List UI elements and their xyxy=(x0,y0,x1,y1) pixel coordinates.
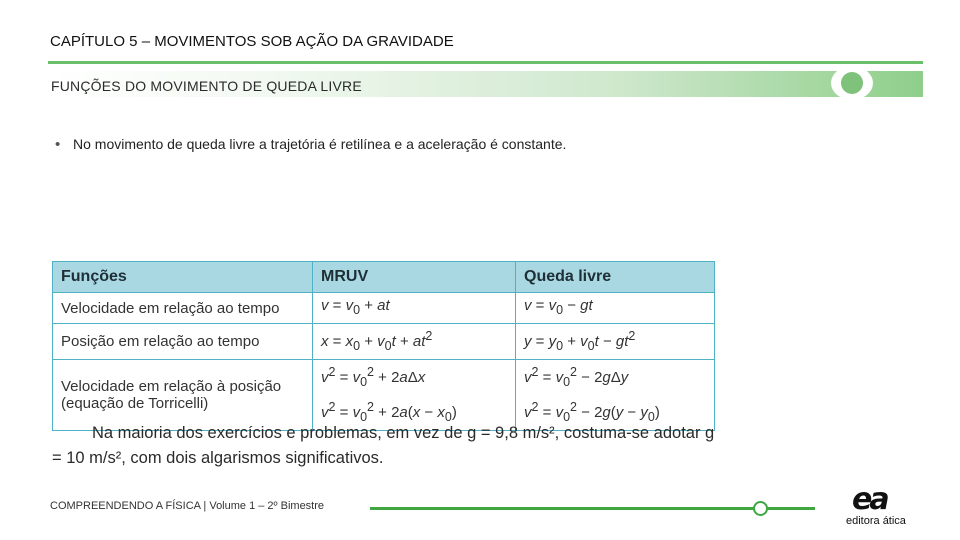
row-label: Velocidade em relação à posição (equação de Torricelli) xyxy=(53,360,313,431)
equation-free-fall-velocity: $v = v_0$ − gt xyxy=(516,293,715,324)
equation-mruv-velocity: $v = v_0$ + at xyxy=(313,293,516,324)
gravity-note: Na maioria dos exercícios e problemas, em vez de g = 9,8 m/s², costuma-se adotar g = 10 m/s², com dois algarismos significativos. xyxy=(52,424,715,467)
chapter-title: CAPÍTULO 5 – MOVIMENTOS SOB AÇÃO DA GRAVIDADE xyxy=(50,33,454,50)
bullet-icon: • xyxy=(55,136,61,153)
section-title: FUNÇÕES DO MOVIMENTO DE QUEDA LIVRE xyxy=(51,78,362,94)
table-header-functions: Funções xyxy=(53,262,313,293)
equation-mruv-position: $x = x_0 + v_0t + at^2$ xyxy=(313,324,516,360)
table-row xyxy=(53,324,715,360)
bullet-text: No movimento de queda livre a trajetória é retilínea e a aceleração é constante. xyxy=(73,136,567,152)
section-badge-icon xyxy=(831,66,873,100)
table-row xyxy=(53,360,715,431)
row-label: Posição em relação ao tempo xyxy=(53,324,313,360)
equations-table xyxy=(52,261,715,431)
table-row xyxy=(53,293,715,324)
footer-circle-icon xyxy=(753,501,768,516)
equation-free-fall-torricelli: $v^2 = v_0^2 - 2g\Delta y$ $v^2 = v_0^2 - 2g(y - y_0)$ xyxy=(516,360,715,431)
publisher-logo xyxy=(846,482,912,528)
equation-free-fall-position: $y = y_0 + v_0t - gt^2$ xyxy=(516,324,715,360)
header-divider xyxy=(48,61,923,64)
logo-text: editora ática xyxy=(846,515,906,527)
table-header-mruv: MRUV xyxy=(313,262,516,293)
equation-mruv-torricelli: $v^2 = v_0^2 + 2a\Delta x$ $v^2 = v_0^2 + 2a(x - x_0)$ xyxy=(313,360,516,431)
footer-text: COMPREENDENDO A FÍSICA | Volume 1 – 2º Bimestre xyxy=(50,500,325,512)
ea-logo-icon: ea xyxy=(852,482,887,517)
row-label: Velocidade em relação ao tempo xyxy=(53,293,313,324)
footer-divider xyxy=(370,507,815,510)
circle-icon xyxy=(841,72,863,94)
bullet-item xyxy=(55,136,566,153)
table-header-free-fall: Queda livre xyxy=(516,262,715,293)
